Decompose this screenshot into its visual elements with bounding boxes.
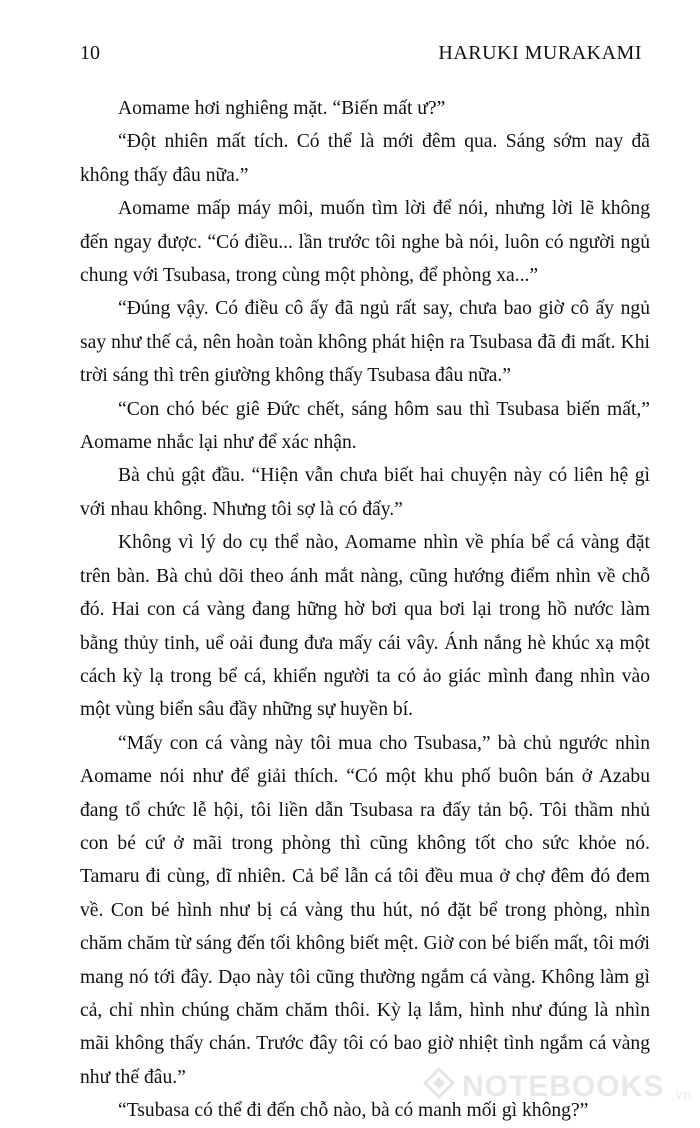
watermark-suffix: .vn bbox=[670, 1086, 692, 1102]
body-text bbox=[80, 92, 650, 1128]
paragraph: “Tsubasa có thể đi đến chỗ nào, bà có manh mối gì không?” bbox=[118, 1100, 589, 1122]
page-number: 10 bbox=[80, 42, 100, 64]
watermark-text: NOTEBOOKS bbox=[461, 1070, 665, 1103]
paragraph: “Đột nhiên mất tích. Có thể là mới đêm qua. Sáng sớm nay đã không thấy đâu nữa.” bbox=[80, 131, 650, 186]
paragraph: Không vì lý do cụ thể nào, Aomame nhìn về phía bể cá vàng đặt trên bàn. Bà chủ dõi theo ánh mắt nàng, cũng hướng điểm nhìn về chỗ đó. Hai con cá vàng đang hững hờ bơi qua bơi lại trong hồ nước làm bằng thủy tinh, uể oải đung đưa mấy cái vây. Ánh nắng hè khúc xạ một cách kỳ lạ trong bể cá, khiến người ta có ảo giác mình đang nhìn vào một vùng biển sâu đầy những sự huyền bí. bbox=[80, 532, 650, 721]
paragraph: “Mấy con cá vàng này tôi mua cho Tsubasa,” bà chủ ngước nhìn Aomame nói như để giải thích. “Có một khu phố buôn bán ở Azabu đang tổ chức lễ hội, tôi liền dẫn Tsubasa ra đấy tản bộ. Tôi thầm nhủ con bé cứ ở mãi trong phòng thì cũng không tốt cho sức khỏe nó. Tamaru đi cùng, dĩ nhiên. Cả bể lẫn cá tôi đều mua ở chợ đêm đó đem về. Con bé hình như bị cá vàng thu hút, nó đặt bể trong phòng, nhìn chăm chăm từ sáng đến tối không biết mệt. Giờ con bé biến mất, tôi mới mang nó tới đây. Dạo này tôi cũng thường ngắm cá vàng. Không làm gì cả, chỉ nhìn chúng chăm chăm thôi. Kỳ lạ lắm, hình như đúng là nhìn mãi không thấy chán. Trước đây tôi có bao giờ nhiệt tình ngắm cá vàng như thế đâu.” bbox=[80, 732, 650, 1088]
running-head bbox=[80, 42, 642, 66]
paragraph: Bà chủ gật đầu. “Hiện vẫn chưa biết hai chuyện này có liên hệ gì với nhau không. Nhưng tôi sợ là có đấy.” bbox=[80, 465, 650, 520]
watermark bbox=[422, 1066, 692, 1108]
paragraph: Aomame mấp máy môi, muốn tìm lời để nói, nhưng lời lẽ không đến ngay được. “Có điều... lần trước tôi nghe bà nói, luôn có người ngủ chung với Tsubasa, trong cùng một phòng, để phòng xa...” bbox=[80, 198, 650, 287]
paragraph: Aomame hơi nghiêng mặt. “Biến mất ư?” bbox=[118, 98, 446, 119]
running-title: HARUKI MURAKAMI bbox=[438, 42, 642, 64]
paragraph: “Con chó béc giê Đức chết, sáng hôm sau thì Tsubasa biến mất,” Aomame nhắc lại như để xác nhận. bbox=[80, 398, 650, 454]
book-logo-icon bbox=[422, 1066, 456, 1108]
paragraph: “Đúng vậy. Có điều cô ấy đã ngủ rất say, chưa bao giờ cô ấy ngủ say như thế cả, nên hoàn toàn không phát hiện ra Tsubasa đã đi mất. Khi trời sáng thì trên giường không thấy Tsubasa đâu nữa.” bbox=[80, 298, 650, 387]
